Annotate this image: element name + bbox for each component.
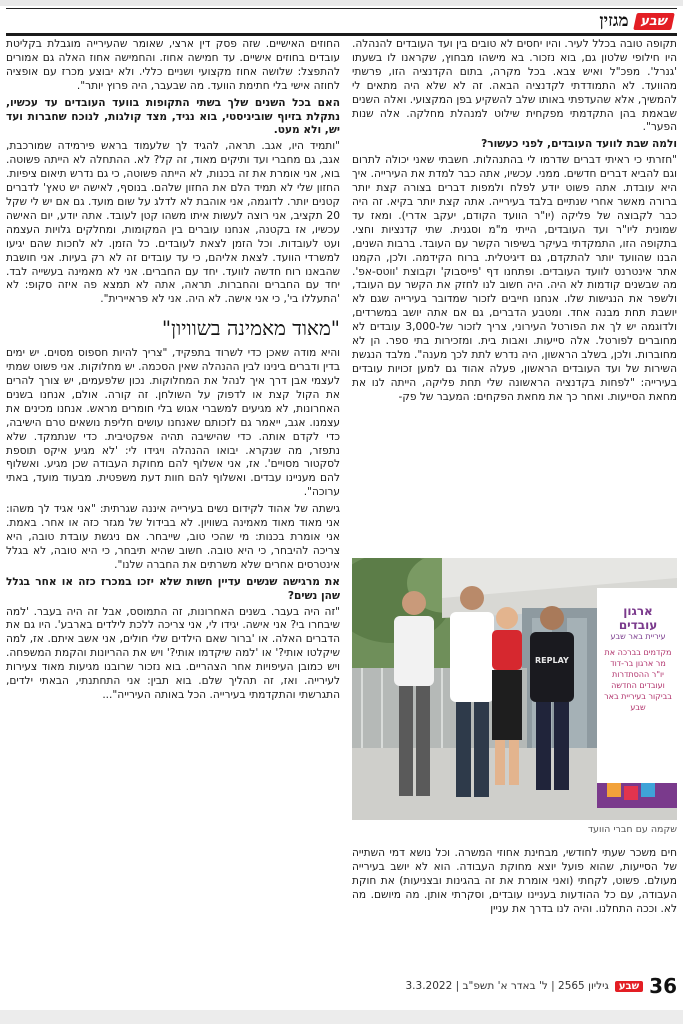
paragraph: "ותמיד היו, אגב. תראה, להגיד לך שלעמוד בראש פירמידה שמורכבת, אגב, גם מחברי ועד ותיקים מאוד, זה קל? לא. ההתחלה לא הייתה פשוטה. בוא, אני אומרת את זה בכנות, לא הייתה פשוטה, כי גם נדרש תיאום ציפיות. החזון שלי לא תמיד הלם את החזון שלהם. בנוסף, לאישה יש טאץ' לדברים קטנים יותר. לדוגמה, אני אוהבת לא לדלג על שום מועד. גם אם יש לי שקל 20 תקציב, אני רוצה לעשות איתו משהו קטן לעובד. אתה יודע, יום האישה עכשיו, אז בקטנה, אנחנו עוברים בין המקומות, ומחלקים גלויות העצמה ועט לעובדות. וכל הזמן לצאת לעובדים. כל הזמן. לא לחכות שהם יגיעו למשרדי הוועד. לצאת אליהם, כי עד עובדים זה לא רק בעיות. אני חושבת שהבאנו רוח חדשה לוועד. יחד עם החברים. אני לא מאמינה בעשייה לבד. יחד עם החברים והחברות. תראה, אתה לא תמצא פה איזה סקופ: לא 'התעללו בי', כי אני אישה. לא היה. אני לא פראיירית". <box>6 140 340 306</box>
footer-logo: שבע <box>615 981 643 992</box>
page-header <box>6 8 677 36</box>
paragraph: תקופה טובה בכלל לעיר. והיו יחסים לא טובים בין ועד העובדים להנהלה. היו חילופי שלטון גם, בוא נזכור. בא מישהו מבחוץ, שקראנו לו בשעתו 'גנרל'. מפכ"ל ואיש צבא. בכל מקרה, בתום הקדנציה הזו, פרשתי מהוועד. לא התמודדתי לקדנציה הבאה. זה לא שלא היה מתאים לי להמשיך, אלא שהעדפתי באותו שלב להשקיע בפן המקצועי. ואלה השנים שבאמת בהן התקדמתי מפקחית שילוט למנהלת מחלקה. אלה שנות הפער". <box>352 38 677 134</box>
paragraph: חים משכר שעתי לחודשי, מבחינת אחוזי המשרה. וכל נושא דמי השתייה של הסייעות, שהוא פועל יוצא מחוקת העבודה. הוא לא יושב בעירייה מעולם. פשוט, לקחתי (ואני אומרת את זה בהגינות ובצניעות) את חוקת העבודה, עם כל ההודעות בעניינו עובדים, וסקרתי אותן. מה מיושם. מה לא. וככה התחלנו. והיה לנו בדרך את עניין <box>352 847 677 915</box>
page-number: 36 <box>649 974 677 998</box>
photo-caption: שקמה עם חברי הוועד <box>587 824 677 835</box>
interview-question: את מרגישה שנשים עדיין חשות שלא יזכו במכרז כזה או אחר בגלל שהן נשים? <box>6 575 340 602</box>
section-subheading: "מאוד מאמינה בשוויון" <box>161 316 340 341</box>
shirt-print: REPLAY <box>535 656 569 665</box>
right-column-bottom <box>352 847 677 967</box>
banner-title: ארגון עובדים <box>618 604 658 632</box>
paragraph: "זה היה בעבר. בשנים האחרונות, זה התמוסס, אבל זה היה בעבר. 'למה שיבחרו בי? אני אישה. יגידו לי, אני צריכה ללכת לילדים בארבע'. היו גם את הדברים האלה. או 'ברור שאם הילדים שלי חולים, אני אשב איתם. אז, למה שיקלטו אותי?' או 'למה שיקדמו אותי?' ויש את ההריונות והקמת המשפחה. ויש כמובן העיפויות אחר הצהריים. בוא נזכור שרובנו מגיעות מאוד צעירות לעירייה. ואז, זה תהליך שלם. בוא תבין: אני התחתנתי, הבאתי ילדים, התגרשתי והתקדמתי בעירייה. הכל באותה העירייה"... <box>6 605 340 701</box>
magazine-logo: שבע <box>633 13 675 30</box>
paragraph: החוזים האישיים. שזה פסק דין ארצי, שאומר שהעירייה מוגבלת בקליטת עובדים בחוזים אישיים. עד חמישה אחוז. והחמישה אחוז האלה גם אמורים להתפצל: שלושה אחוז מקצועי ושניים כללי. ולא יבוצע מכרז עם אופציה לחוזה אישי בלי חתימת הוועד. מה שבעבר, היה פרוץ יותר". <box>6 38 340 92</box>
masthead <box>599 11 673 31</box>
welcome-banner <box>603 604 673 713</box>
banner-body: מקדמים בברכה את מר ארגון בר-דוד יו"ר ההסתדרות ועובדים החדשה בביקור בעיריית באר שבע <box>604 648 672 712</box>
issue-info: גיליון 2565 | ל' באדר א' תשפ"ב | 3.3.2022 <box>405 980 609 992</box>
section-title: מגזין <box>599 11 629 31</box>
page-footer <box>352 975 677 997</box>
paragraph: "חזרתי כי ראיתי דברים שדרמו לי בהתנהלות. חשבתי שאני יכולה לתרום וגם להביא דברים חדשים. ממני. עכשיו, אתה כבר למדת את העירייה. איך היא עובדת. אתה פשוט יודע לפלח ולמפות דברים בצורה קצת יותר ברורה מאשר אחרי שנתיים בלבד בעירייה. אתה קצת יותר בקיא. זה היה כבר לקבוצה של פליקה (יו"ר הוועד הקודם, יעקב אדרי). ומאז עד שמונית ליו"ר ועד העובדים, הייתי מ"מ וסגנית. שתי קדנציות וחצי. בתקופה הזו, התמקדתי בעיקר בשיפור הקשר עם העובד. ברבות השנים, הבנו שהוועד יותר להתקדם, גם דיגיטלית. ברוח הקידמה. ולכן, הקמנו אתר אינטרנט לוועד העובדים. ופתחנו דף 'פייסבוק' וקבוצת 'ווטס-אפ'. מה שבשנים קודמות לא היה. היה חשוב לנו לחזק את הקשר עם העובד, ולשפר את הנגישות שלו. אנחנו חייבים לזכור שמדובר בעירייה שגם לא יושבת תחת מבנה אחד. ומטבע הדברים, גם אם אתה יושב במשרדים, ולדוגמה יש לך את הפורטל העירוני, צריך לזכור של-3,000 עובדים לא מחוברים לפורטל. אלה סייעות. ואבות בית. ומזכירות בתי ספר. הן לא מחוברות. ולכן, בשלב הראשון, היה נדרש לתת לכך מענה". מלבד הנגשת השירות של ועד העובדים הראשון, פעלה אהוד גם למען זכויות עובדים בעירייה: "לפחות בקדנציה הראשונה שלי תחת פליקה, הייתה לנו את מחאת הסייעות. ואחר כך את מחאת הפקחים: המעבר של פק- <box>352 154 677 403</box>
left-column <box>6 38 340 968</box>
bottom-strip <box>0 1010 683 1024</box>
banner-subtitle: עיריית באר שבע <box>610 632 666 641</box>
article-photo <box>352 558 677 820</box>
top-strip <box>0 0 683 6</box>
paragraph: והיא מודה שאכן כדי לשרוד בתפקיד, "צריך להיות חספוס מסוים. יש ימים בדין ודברים בינינו לבין ההנהלה שאין הסכמה. יש מחלוקות. אני פשוט שמתי לעצמי אבן דרך איך לנהל את המחלוקות. נכון שלפעמים, יש צורך להרים את הקול קצת או לדפוק על השולחן. זה קורה. אולם, אנחנו בשנים האחרונות, לא מגיעים למשברי אגוש בלי חומרים מראש. אנחנו מכינים את עצמנו. אגב, ייאמר גם לזכותם שאנחנו עושים חליפת נושאים טרם הישיבה, כדי לקדם אותה. כדי שהישיבה תהיה אפקטיבית. כדי שנתמקד. שלא נתפזר, מה שנקרא. יבואו ההנהלה ויגידו לי: 'לא מגיע איקס תוספת לסקטור מסויים'. אז, אני אשלוף להם מחוקת העבודה שכן מגיע. ואשלוף להם מעניינו עבדים. ואשלוף להם חוות דעת משפטית. מבעוד מועד, באתי ערוכה". <box>6 347 340 499</box>
interview-question: האם בכל השנים שלך בשתי התקופות בוועד העובדים עד עכשיו, נתקלת בזיוף שוביניסטי, בוא נגיד, מצד קולגות, לנוכח שחברות ועד יש, ולא מעט. <box>6 96 340 137</box>
interview-question: ולמה שבת לוועד העובדים, לפני כעשור? <box>481 138 677 151</box>
right-column-top <box>352 38 677 548</box>
paragraph: גישתה של אהוד לקידום נשים בעירייה איננה שגרתית: "אני אגיד לך משהו: אני מאוד מאוד מאמינה בשוויון. לא בבידול של מגזר כזה או אחר. באמת. אני אומרת בכנות: מי שהכי טוב, שייבחר. אם ניגשת עובדת טובה, היא צריכה להיבחר, כי היא טובה. חשוב שהיא תיבחר, כי היא טובה, לא בגלל אינטרסים אחרים שלא משרתים את החברה שלנו". <box>6 503 340 571</box>
